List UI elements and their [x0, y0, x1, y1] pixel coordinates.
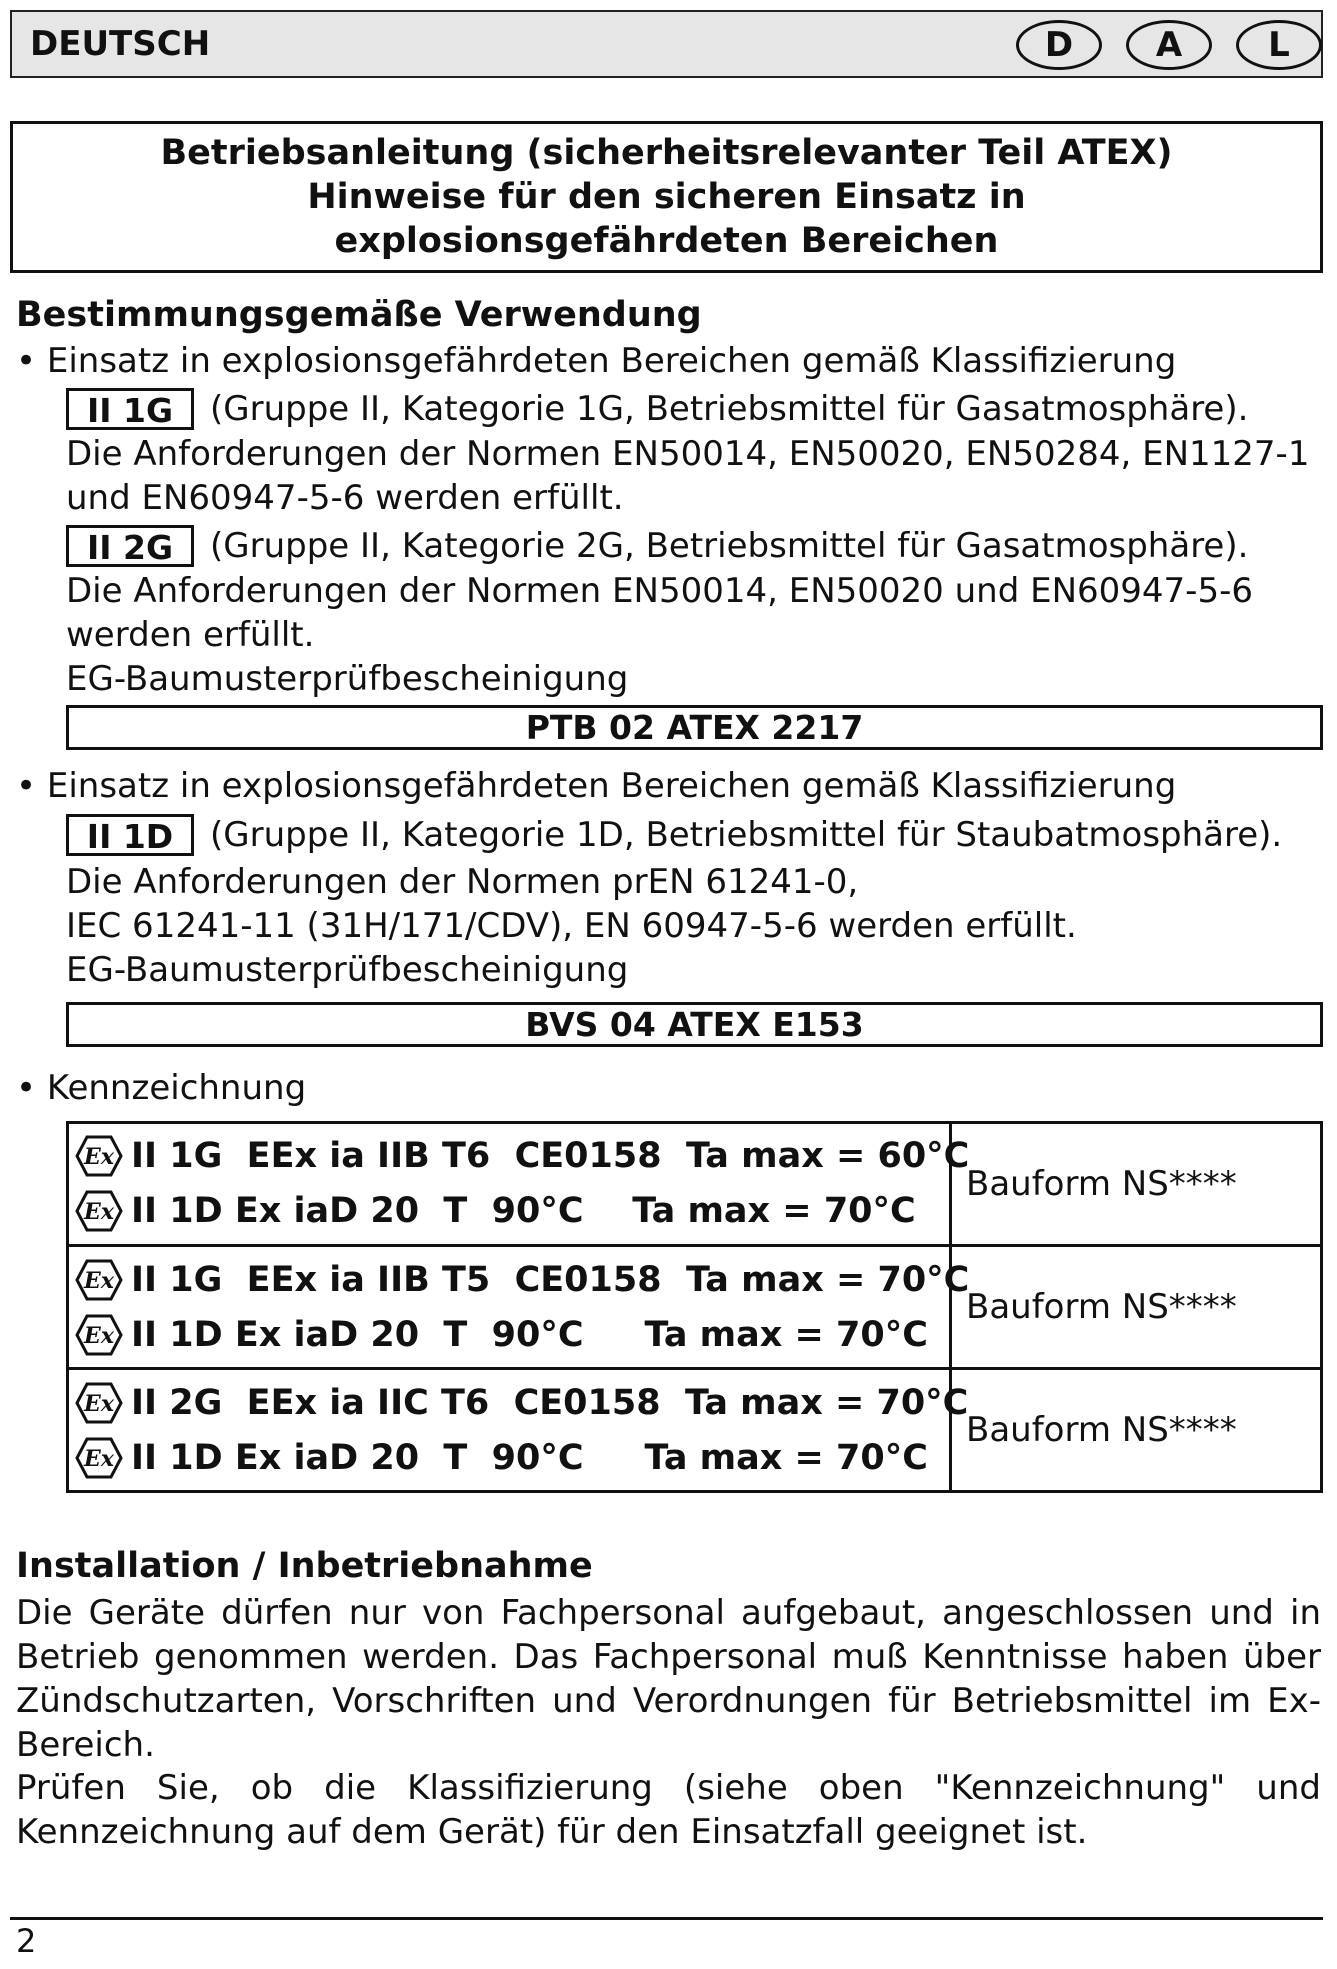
ex-hexagon-icon [75, 1381, 123, 1425]
title-line-1: Betriebsanleitung (sicherheitsrelevanter Teil ATEX) [160, 133, 1173, 173]
svg-text:Ex: Ex [84, 1391, 114, 1417]
certificate-label-1: EG-Baumusterprüfbescheinigung [66, 659, 629, 699]
title-box [10, 121, 1323, 273]
category-2g-norms-line-2: werden erfüllt. [66, 615, 315, 655]
language-bar [10, 10, 1323, 78]
table-row [69, 1247, 1320, 1370]
table-row [69, 1370, 1320, 1490]
category-2g-description: (Gruppe II, Kategorie 2G, Betriebsmittel für Gasatmosphäre). [210, 526, 1249, 566]
svg-text:Ex: Ex [84, 1446, 114, 1472]
installation-paragraph-2: Prüfen Sie, ob die Klassifizierung (siehe oben "Kennzeichnung" und Kennzeichnung auf dem Gerät) für den Einsatzfall geeignet ist. [16, 1768, 1321, 1852]
section-heading-installation: Installation / Inbetriebnahme [16, 1546, 593, 1586]
bullet-dust-classification: • Einsatz in explosionsgefährdeten Bereichen gemäß Klassifizierung [16, 766, 1177, 806]
design-type-cell: Bauform NS**** [949, 1370, 1320, 1490]
title-line-2: Hinweise für den sicheren Einsatz in [307, 177, 1026, 217]
category-2g-norms-line-1: Die Anforderungen der Normen EN50014, EN50020 und EN60947-5-6 [66, 571, 1253, 611]
category-badge-1g: II 1G [66, 388, 194, 430]
ex-hexagon-icon [75, 1258, 123, 1302]
language-badge-l: L [1236, 20, 1322, 70]
certificate-number-ptb: PTB 02 ATEX 2217 [66, 705, 1323, 750]
marking-gas-line: II 2G EEx ia IIC T6 CE0158 Ta max = 70°C [131, 1383, 969, 1423]
category-badge-2g: II 2G [66, 525, 194, 567]
svg-text:Ex: Ex [84, 1268, 114, 1294]
category-1g-norms-line-1: Die Anforderungen der Normen EN50014, EN50020, EN50284, EN1127-1 [66, 434, 1310, 474]
category-1d-norms-line-1: Die Anforderungen der Normen prEN 61241-0, [66, 862, 859, 902]
category-2g-row [66, 524, 1248, 568]
svg-text:Ex: Ex [84, 1144, 114, 1170]
ex-hexagon-icon [75, 1134, 123, 1178]
language-badge-a: A [1126, 20, 1212, 70]
bullet-gas-classification: • Einsatz in explosionsgefährdeten Bereichen gemäß Klassifizierung [16, 341, 1177, 381]
category-1d-row [66, 813, 1282, 857]
design-type-cell: Bauform NS**** [949, 1124, 1320, 1244]
section-heading-intended-use: Bestimmungsgemäße Verwendung [16, 295, 702, 335]
page-number: 2 [16, 1922, 37, 1960]
bullet-marking: • Kennzeichnung [16, 1068, 307, 1108]
ex-hexagon-icon [75, 1436, 123, 1480]
language-badge-d: D [1016, 20, 1102, 70]
category-1g-description: (Gruppe II, Kategorie 1G, Betriebsmittel für Gasatmosphäre). [210, 389, 1249, 429]
ex-hexagon-icon [75, 1313, 123, 1357]
table-row [69, 1124, 1320, 1247]
category-1g-row [66, 387, 1248, 431]
certificate-number-bvs: BVS 04 ATEX E153 [66, 1002, 1323, 1047]
marking-table [66, 1121, 1323, 1493]
svg-text:Ex: Ex [84, 1323, 114, 1349]
marking-gas-line: II 1G EEx ia IIB T5 CE0158 Ta max = 70°C [131, 1260, 970, 1300]
ex-hexagon-icon [75, 1189, 123, 1233]
category-1d-description: (Gruppe II, Kategorie 1D, Betriebsmittel für Staubatmosphäre). [210, 815, 1283, 855]
title-line-3: explosionsgefährdeten Bereichen [334, 221, 999, 261]
marking-dust-line: II 1D Ex iaD 20 T 90°C Ta max = 70°C [131, 1438, 928, 1478]
category-badge-1d: II 1D [66, 814, 194, 856]
category-1d-norms-line-2: IEC 61241-11 (31H/171/CDV), EN 60947-5-6 werden erfüllt. [66, 906, 1077, 946]
category-1g-norms-line-2: und EN60947-5-6 werden erfüllt. [66, 478, 624, 518]
marking-dust-line: II 1D Ex iaD 20 T 90°C Ta max = 70°C [131, 1315, 928, 1355]
marking-dust-line: II 1D Ex iaD 20 T 90°C Ta max = 70°C [131, 1191, 916, 1231]
marking-gas-line: II 1G EEx ia IIB T6 CE0158 Ta max = 60°C [131, 1136, 970, 1176]
certificate-label-2: EG-Baumusterprüfbescheinigung [66, 950, 629, 990]
footer-rule [10, 1917, 1323, 1920]
design-type-cell: Bauform NS**** [949, 1247, 1320, 1367]
language-label: DEUTSCH [30, 24, 211, 64]
svg-text:Ex: Ex [84, 1199, 114, 1225]
installation-paragraph-1: Die Geräte dürfen nur von Fachpersonal aufgebaut, angeschlossen und in Betrieb genommen werden. Das Fachpersonal muß Kenntnisse haben über Zündschutzarten, Vorschriften und Verordnungen für Betriebsmittel im Ex-Bereich. [16, 1593, 1321, 1765]
